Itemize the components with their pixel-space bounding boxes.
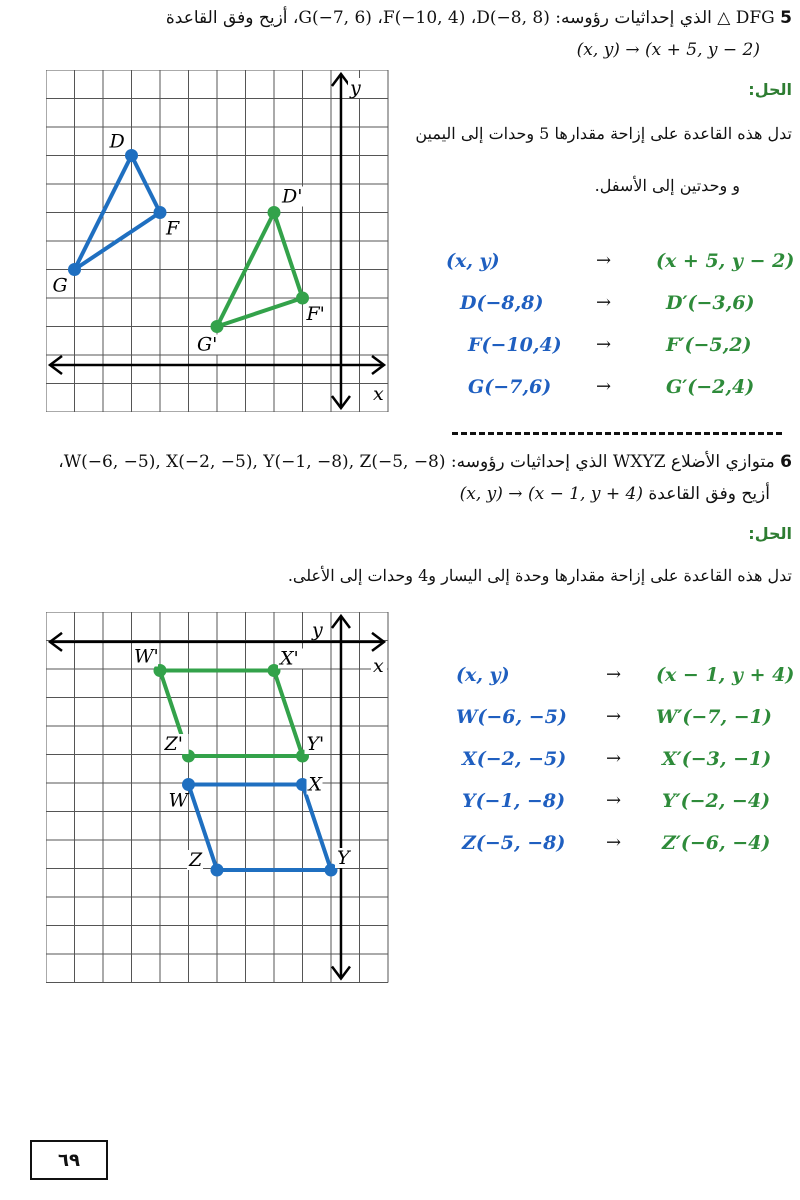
problem-5-text: DFG △ الذي إحداثيات رؤوسه: G(−7, 6) ،F(−10, 4) ،D(−8, 8)، أزيح وفق القاعدة xyxy=(165,8,775,28)
mapping-2-from: Y(−1, −8) xyxy=(462,790,566,812)
graph-2-grid xyxy=(46,612,388,983)
mapping-2-row-1 xyxy=(456,706,796,732)
problem-6-description: تدل هذه القاعدة على إزاحة مقدارها وحدة إلى اليسار و4 وحدات إلى الأعلى. xyxy=(287,566,792,585)
graph-2-shapes xyxy=(132,646,352,877)
mapping-2-from: X(−2, −5) xyxy=(462,748,567,770)
problem-5-description-1: تدل هذه القاعدة على إزاحة مقدارها 5 وحدات إلى اليمين xyxy=(415,124,792,143)
g1-image-vertex-d-prime xyxy=(268,206,281,219)
mapping-2-header-from: (x, y) xyxy=(456,664,510,686)
problem-6-number: 6 xyxy=(780,452,792,472)
mapping-2-row-4 xyxy=(456,832,796,858)
vertex-label: F' xyxy=(306,303,325,325)
mapping-2-from: Z(−5, −8) xyxy=(462,832,566,854)
vertex-label: G xyxy=(52,274,68,297)
mapping-2-arrow: → xyxy=(606,832,622,853)
y-axis-label: y xyxy=(350,77,361,99)
vertex-label: W' xyxy=(134,645,159,668)
vertex-label: X' xyxy=(280,647,299,670)
problem-6-text-2: أزيح وفق القاعدة xyxy=(648,484,770,504)
vertex-label: D' xyxy=(282,185,303,208)
mapping-1-arrow: → xyxy=(596,292,612,313)
problem-6-text: متوازي الأضلاع WXYZ الذي إحداثيات رؤوسه: W(−6, −5), X(−2, −5), Y(−1, −8), Z(−5, −8)، xyxy=(58,452,775,472)
y-axis-label: y xyxy=(312,619,323,641)
mapping-2-arrow: → xyxy=(606,706,622,727)
problem-5-rule: (x, y) → (x + 5, y − 2) xyxy=(576,40,760,60)
vertex-label: Y xyxy=(337,847,350,869)
mapping-2-row-3 xyxy=(456,790,796,816)
vertex-label: F xyxy=(166,217,180,240)
mapping-1-arrow: → xyxy=(596,334,612,355)
mapping-1-row-3 xyxy=(446,376,786,402)
mapping-1-arrow: → xyxy=(596,250,612,271)
x-axis-label: x xyxy=(373,383,384,405)
mapping-1-row-1 xyxy=(446,292,786,318)
mapping-2-row-2 xyxy=(456,748,796,774)
mapping-2-to: Z′(−6, −4) xyxy=(662,832,771,854)
g1-original-vertex-g xyxy=(68,263,81,276)
problem-5-solution-label: الحل: xyxy=(748,80,792,99)
graph-1-shapes xyxy=(51,131,331,356)
section-divider xyxy=(452,432,782,435)
mapping-1-from: F(−10,4) xyxy=(468,334,562,356)
problem-6-solution-label: الحل: xyxy=(748,524,792,543)
problem-5-description-2: و وحدتين إلى الأسفل. xyxy=(594,176,740,195)
vertex-label: Y' xyxy=(306,733,325,755)
problem-5-number: 5 xyxy=(780,8,792,28)
mapping-1-to: G′(−2,4) xyxy=(666,376,755,398)
mapping-1-header-to: (x + 5, y − 2) xyxy=(656,250,795,272)
vertex-label: G' xyxy=(197,333,218,356)
mapping-1-from: D(−8,8) xyxy=(460,292,544,314)
problem-6-statement-line-2 xyxy=(460,484,770,504)
vertex-label: W xyxy=(168,789,189,812)
g2-original-polygon xyxy=(189,785,332,871)
problem-6-statement xyxy=(58,452,792,472)
mapping-1-row-2 xyxy=(446,334,786,360)
mapping-2-to: X′(−3, −1) xyxy=(662,748,772,770)
mapping-2-arrow: → xyxy=(606,664,622,685)
vertex-label: Z xyxy=(189,849,203,871)
graph-2 xyxy=(46,612,396,984)
vertex-label: D xyxy=(109,130,125,153)
vertex-label: Z' xyxy=(164,733,183,755)
mapping-1-from: G(−7,6) xyxy=(468,376,552,398)
mapping-1-to: F′(−5,2) xyxy=(666,334,752,356)
mapping-2-to: W′(−7, −1) xyxy=(656,706,772,728)
g2-original-vertex-z xyxy=(211,864,224,877)
vertex-label: X xyxy=(308,773,323,796)
mapping-1-to: D′(−3,6) xyxy=(666,292,755,314)
mapping-2-to: Y′(−2, −4) xyxy=(662,790,771,812)
mapping-1-row-0 xyxy=(446,250,795,276)
mapping-2-arrow: → xyxy=(606,790,622,811)
problem-6-rule: (x, y) → (x − 1, y + 4) xyxy=(459,484,643,504)
mapping-2-row-0 xyxy=(456,664,796,690)
mapping-2-header-to: (x − 1, y + 4) xyxy=(656,664,795,686)
problem-5-statement xyxy=(166,8,792,28)
mapping-2-arrow: → xyxy=(606,748,622,769)
x-axis-label: x xyxy=(373,655,384,677)
g1-image-vertex-g-prime xyxy=(211,320,224,333)
graph-1-grid xyxy=(46,70,388,412)
graph-1 xyxy=(46,70,396,412)
page-number: ٦٩ xyxy=(30,1140,108,1180)
g1-original-vertex-f xyxy=(154,206,167,219)
mapping-1-arrow: → xyxy=(596,376,612,397)
mapping-2-from: W(−6, −5) xyxy=(456,706,567,728)
mapping-1-header-from: (x, y) xyxy=(446,250,500,272)
g1-original-vertex-d xyxy=(125,149,138,162)
